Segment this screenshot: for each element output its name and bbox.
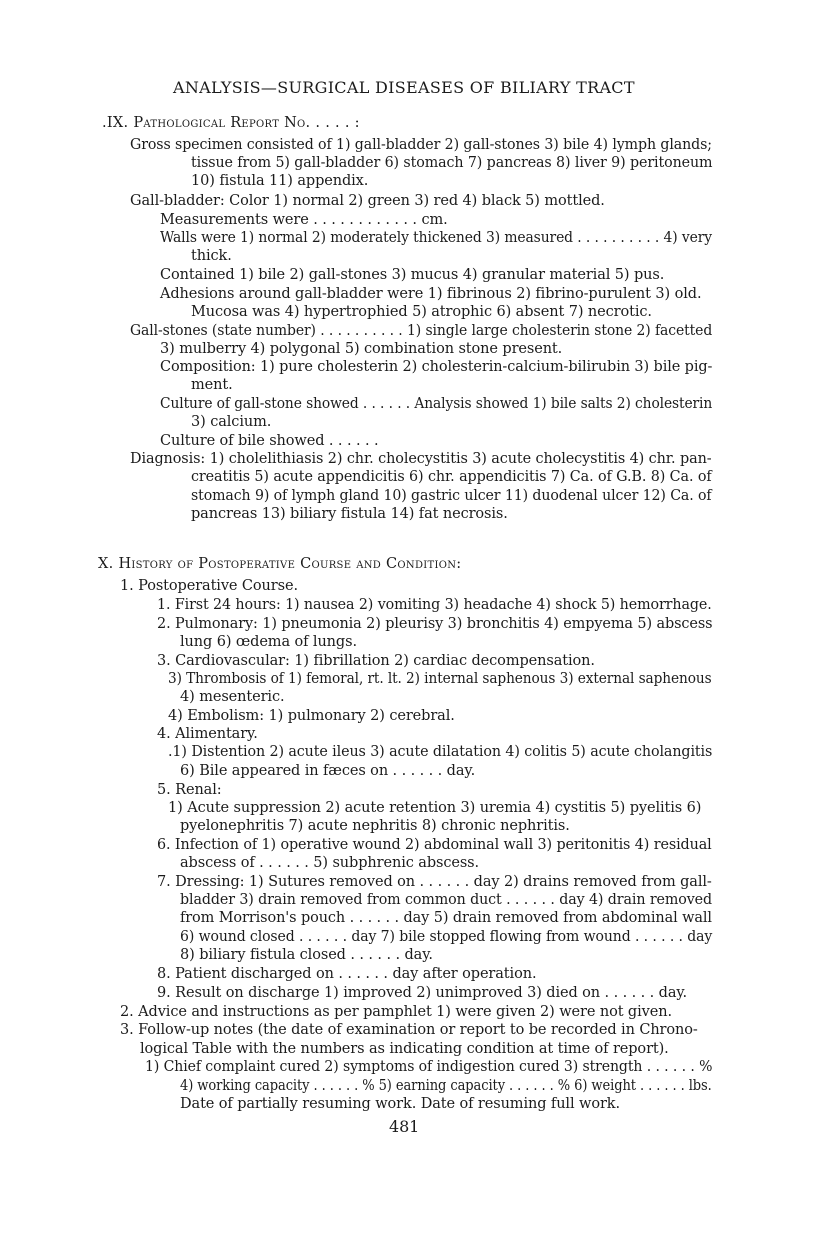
text-line: 1. First 24 hours: 1) nausea 2) vomiting 3) headache 4) shock 5) hemorrhage. <box>157 597 712 613</box>
text-line: Gross specimen consisted of 1) gall-bladder 2) gall-stones 3) bile 4) lymph glands; <box>130 137 712 153</box>
text-line: 5. Renal: <box>157 782 222 798</box>
text-line: 2. Advice and instructions as per pamphlet 1) were given 2) were not given. <box>120 1004 672 1020</box>
text-line: 6) wound closed . . . . . . day 7) bile stopped flowing from wound . . . . . . day <box>180 929 713 945</box>
section-ix-heading: .IX. Pathological Report No. . . . . : <box>102 115 360 131</box>
text-line: 3. Cardiovascular: 1) fibrillation 2) cardiac decompensation. <box>157 653 595 669</box>
text-line: 10) fistula 11) appendix. <box>191 173 369 189</box>
text-line: bladder 3) drain removed from common duct . . . . . . day 4) drain removed <box>180 892 713 908</box>
text-line: Date of partially resuming work. Date of resuming full work. <box>180 1096 620 1112</box>
text-line: 1) Chief complaint cured 2) symptoms of indigestion cured 3) strength . . . . . . % <box>145 1059 713 1075</box>
text-line: ment. <box>191 377 233 393</box>
page-header-title: ANALYSIS—SURGICAL DISEASES OF BILIARY TRACT <box>173 78 635 97</box>
text-line: logical Table with the numbers as indicating condition at time of report). <box>140 1041 669 1057</box>
text-line: pancreas 13) biliary fistula 14) fat necrosis. <box>191 506 508 522</box>
section-x-heading: X. History of Postoperative Course and Condition: <box>98 556 462 572</box>
text-line: 4) working capacity . . . . . . % 5) earning capacity . . . . . . % 6) weight . . . . . . lbs. <box>180 1078 712 1094</box>
text-line: .1) Distention 2) acute ileus 3) acute dilatation 4) colitis 5) acute cholangitis <box>168 744 713 760</box>
text-line: Mucosa was 4) hypertrophied 5) atrophic 6) absent 7) necrotic. <box>191 304 652 320</box>
text-line: 3. Follow-up notes (the date of examination or report to be recorded in Chrono- <box>120 1022 698 1038</box>
text-line: 6) Bile appeared in fæces on . . . . . . day. <box>180 763 476 779</box>
text-line: from Morrison's pouch . . . . . . day 5) drain removed from abdominal wall <box>180 910 712 926</box>
text-line: Contained 1) bile 2) gall-stones 3) mucus 4) granular material 5) pus. <box>160 267 665 283</box>
text-line: lung 6) œdema of lungs. <box>180 634 357 650</box>
page-number: 481 <box>389 1117 420 1136</box>
text-line: 7. Dressing: 1) Sutures removed on . . . . . . day 2) drains removed from gall- <box>157 874 712 890</box>
text-line: 8) biliary fistula closed . . . . . . day. <box>180 947 433 963</box>
text-line: 4) Embolism: 1) pulmonary 2) cerebral. <box>168 708 455 724</box>
text-line: stomach 9) of lymph gland 10) gastric ulcer 11) duodenal ulcer 12) Ca. of <box>191 488 712 504</box>
text-line: Adhesions around gall-bladder were 1) fibrinous 2) fibrino-purulent 3) old. <box>160 286 702 302</box>
text-line: 1) Acute suppression 2) acute retention 3) uremia 4) cystitis 5) pyelitis 6) <box>168 800 702 816</box>
text-line: Walls were 1) normal 2) moderately thickened 3) measured . . . . . . . . . . 4) very <box>160 230 713 246</box>
text-line: creatitis 5) acute appendicitis 6) chr. appendicitis 7) Ca. of G.B. 8) Ca. of <box>191 469 712 485</box>
text-line: Measurements were . . . . . . . . . . . . cm. <box>160 212 448 228</box>
text-line: 3) Thrombosis of 1) femoral, rt. lt. 2) internal saphenous 3) external saphenous <box>168 671 712 687</box>
text-line: 3) mulberry 4) polygonal 5) combination stone present. <box>160 341 563 357</box>
text-line: 4. Alimentary. <box>157 726 258 742</box>
text-line: Gall-stones (state number) . . . . . . . . . . 1) single large cholesterin stone 2) facetted <box>130 323 713 339</box>
text-line: Culture of bile showed . . . . . . <box>160 433 379 449</box>
text-line: 9. Result on discharge 1) improved 2) unimproved 3) died on . . . . . . day. <box>157 985 688 1001</box>
text-line: Composition: 1) pure cholesterin 2) cholesterin-calcium-bilirubin 3) bile pig- <box>160 359 713 375</box>
text-line: 3) calcium. <box>191 414 272 430</box>
text-line: 4) mesenteric. <box>180 689 285 705</box>
text-line: 1. Postoperative Course. <box>120 578 298 594</box>
text-line: Diagnosis: 1) cholelithiasis 2) chr. cholecystitis 3) acute cholecystitis 4) chr. pan- <box>130 451 712 467</box>
text-line: 2. Pulmonary: 1) pneumonia 2) pleurisy 3) bronchitis 4) empyema 5) abscess <box>157 616 713 632</box>
text-line: 8. Patient discharged on . . . . . . day after operation. <box>157 966 537 982</box>
text-line: 6. Infection of 1) operative wound 2) abdominal wall 3) peritonitis 4) residual <box>157 837 712 853</box>
text-line: tissue from 5) gall-bladder 6) stomach 7) pancreas 8) liver 9) peritoneum <box>191 155 713 171</box>
text-line: abscess of . . . . . . 5) subphrenic abscess. <box>180 855 480 871</box>
text-line: Culture of gall-stone showed . . . . . . Analysis showed 1) bile salts 2) cholesterin <box>160 396 713 412</box>
text-line: thick. <box>191 248 232 264</box>
text-line: pyelonephritis 7) acute nephritis 8) chronic nephritis. <box>180 818 570 834</box>
text-line: Gall-bladder: Color 1) normal 2) green 3) red 4) black 5) mottled. <box>130 193 605 209</box>
